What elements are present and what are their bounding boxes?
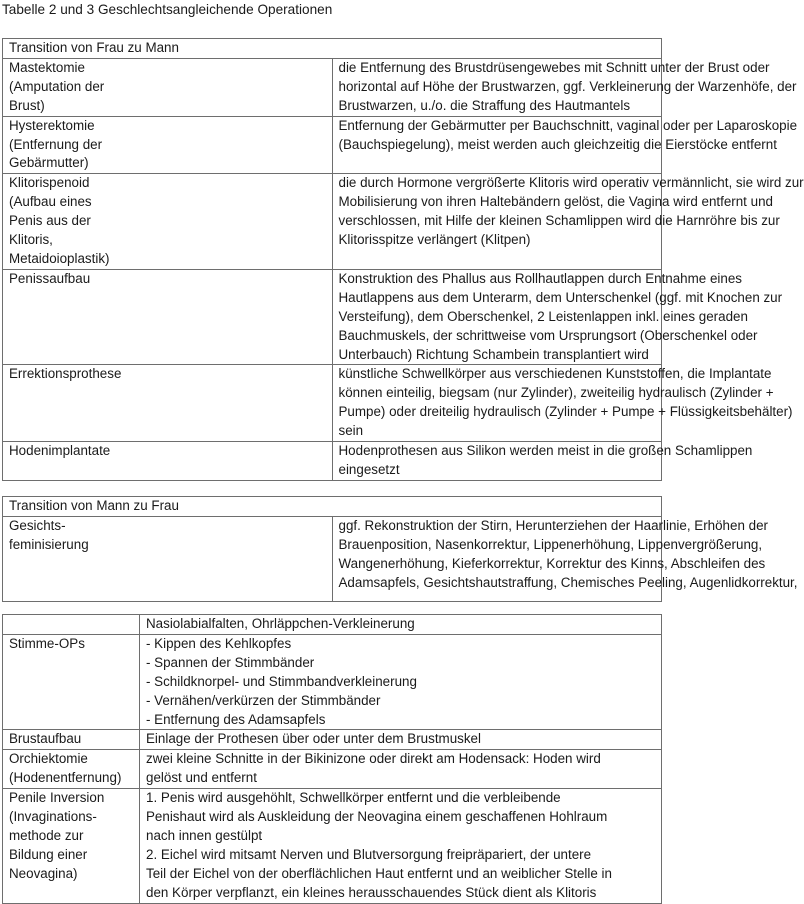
procedure-name-cell (3, 789, 140, 903)
procedure-name-line: Hysterektomie (9, 117, 95, 133)
table-row (3, 516, 662, 601)
section-header: Transition von Mann zu Frau (3, 497, 662, 517)
table-row (3, 634, 662, 730)
procedure-description-line: Entfernung der Gebärmutter per Bauchschnitt, vaginal oder per Laparoskopie (338, 117, 798, 133)
procedure-description-cell (332, 116, 798, 174)
procedure-name-line: Klitoris, (9, 232, 53, 248)
table-row (3, 174, 662, 270)
procedure-description-line: Nasiolabialfalten, Ohrläppchen-Verkleinerung (146, 616, 415, 631)
table-mann-zu-frau-continued (2, 614, 662, 904)
procedure-name-line: Metaidoioplastik) (9, 250, 110, 266)
table-row (3, 269, 662, 365)
procedure-name-cell (3, 615, 140, 635)
procedure-description-line: gelöst und entfernt (146, 770, 257, 786)
procedure-name-line: (Invaginations- (9, 809, 97, 825)
procedure-description-cell (332, 58, 797, 116)
table-row (3, 789, 662, 903)
table-row (3, 365, 662, 442)
procedure-description-cell (332, 442, 753, 481)
procedure-name-cell (3, 365, 333, 442)
table-caption: Tabelle 2 und 3 Geschlechtsangleichende Operationen (2, 2, 333, 17)
procedure-name-line: Gesichts- (9, 517, 66, 533)
procedure-description-line: - Schildknorpel- und Stimmbandverkleinerung (146, 673, 417, 689)
procedure-description-line: können einteilig, biegsam (nur Zylinder), zweiteilig hydraulisch (Zylinder + (338, 385, 774, 401)
procedure-description-line: Versteifung), dem Oberschenkel, 2 Leistenlappen inkl. eines geraden (338, 308, 748, 324)
procedure-description-cell (332, 516, 798, 601)
procedure-description-line: Klitorisspitze verlängert (Klitpen) (338, 232, 531, 248)
procedure-description-line: Mobilisierung von ihren Haltebändern gelöst, die Vagina wird entfernt und (338, 194, 773, 210)
procedure-name-line: (Aufbau eines (9, 194, 92, 210)
procedure-description-line: Pumpe) oder dreiteilig hydraulisch (Zylinder + Pumpe + Flüssigkeitsbehälter) (338, 404, 793, 420)
procedure-description-line: den Körper verpflanzt, ein kleines herausschauendes Stück dient als Klitoris (146, 884, 597, 900)
procedure-name-line: Penile Inversion (9, 790, 105, 806)
procedure-name-line: Penissaufbau (9, 270, 91, 286)
procedure-description-line: - Kippen des Kehlkopfes (146, 635, 292, 651)
procedure-name-line: Brustaufbau (9, 731, 82, 747)
procedure-name-line: Bildung einer (9, 846, 88, 862)
procedure-description-line: (Bauchspiegelung), meist werden auch gleichzeitig die Eierstöcke entfernt (338, 136, 777, 152)
procedure-name-line: (Entfernung der (9, 136, 103, 152)
procedure-name-cell (3, 730, 140, 750)
procedure-name-cell (3, 269, 333, 365)
procedure-name-line: (Amputation der (9, 78, 105, 94)
procedure-description-line: horizontal auf Höhe der Brustwarzen, ggf. Verkleinerung der Warzenhöfe, der (338, 78, 797, 94)
procedure-name-line: Neovagina) (9, 865, 78, 881)
procedure-name-cell (3, 516, 333, 601)
procedure-description-line: Teil der Eichel von der oberflächlichen Haut entfernt und an weiblicher Stelle in (146, 865, 612, 881)
procedure-name-cell (3, 58, 333, 116)
procedure-description-line: Brustwarzen, u./o. die Straffung des Hautmantels (338, 97, 631, 113)
procedure-description-line: Bauchmuskels, der schrittweise vom Ursprungsort (Oberschenkel oder (338, 327, 758, 343)
table-frau-zu-mann (2, 38, 804, 481)
table-row (3, 750, 662, 789)
procedure-name-line (9, 615, 133, 634)
procedure-description-line: verschlossen, mit Hilfe der kleinen Schamlippen wird die Harnröhre bis zur (338, 213, 780, 229)
procedure-description-line: Wangenerhöhung, Kieferkorrektur, Korrektur des Kinns, Abschleifen des (338, 555, 766, 571)
procedure-description-line: zwei kleine Schnitte in der Bikinizone oder direkt am Hodensack: Hoden wird (146, 751, 601, 767)
table-row (3, 442, 662, 481)
procedure-name-line: Hodenimplantate (9, 443, 111, 459)
procedure-name-line: Brust) (9, 97, 45, 113)
procedure-description-line: 1. Penis wird ausgehöhlt, Schwellkörper entfernt und die verbleibende (146, 790, 561, 806)
table-header-row (3, 39, 662, 59)
procedure-description-line: die Entfernung des Brustdrüsengewebes mit Schnitt unter der Brust oder (338, 59, 770, 75)
procedure-description-cell (140, 730, 662, 750)
procedure-name-cell (3, 634, 140, 730)
procedure-name-cell (3, 116, 333, 174)
table-row (3, 58, 662, 116)
procedure-description-cell (332, 269, 783, 365)
procedure-name-line: Stimme-OPs (9, 635, 85, 651)
procedure-description-line: 2. Eichel wird mitsamt Nerven und Blutversorgung freipräpariert, der untere (146, 846, 592, 862)
procedure-description-line: Adamsapfels, Gesichtshautstraffung, Chemisches Peeling, Augenlidkorrektur, (338, 574, 798, 590)
procedure-description-cell (140, 789, 662, 903)
procedure-description-line: Hautlappens aus dem Unterarm, dem Unterschenkel (ggf. mit Knochen zur (338, 289, 783, 305)
table-row (3, 615, 662, 635)
table-header-row (3, 497, 662, 517)
procedure-name-line: Orchiektomie (9, 751, 88, 767)
procedure-description-line: Penishaut wird als Auskleidung der Neovagina einem geschaffenen Hohlraum (146, 809, 608, 825)
procedure-description-cell (140, 634, 662, 730)
procedure-description-cell (140, 615, 662, 635)
procedure-description-cell (140, 750, 662, 789)
procedure-name-line: (Hodenentfernung) (9, 770, 122, 786)
procedure-description-line: - Vernähen/verkürzen der Stimmbänder (146, 692, 381, 708)
procedure-name-line: Mastektomie (9, 59, 85, 75)
procedure-name-line: methode zur (9, 827, 84, 843)
procedure-description-line: - Entfernung des Adamsapfels (146, 711, 326, 727)
procedure-name-line: Errektionsprothese (9, 366, 122, 382)
procedure-name-line: Gebärmutter) (9, 155, 89, 171)
procedure-description-line: die durch Hormone vergrößerte Klitoris wird operativ vermännlicht, sie wird zur (338, 175, 804, 191)
procedure-name-line: Klitorispenoid (9, 175, 90, 191)
procedure-name-cell (3, 750, 140, 789)
procedure-description-cell (332, 174, 804, 270)
procedure-description-line: Hodenprothesen aus Silikon werden meist in die großen Schamlippen (338, 443, 753, 459)
table-row (3, 730, 662, 750)
procedure-description-cell (332, 365, 793, 442)
procedure-description-line: nach innen gestülpt (146, 827, 263, 843)
procedure-description-line: sein (338, 423, 364, 439)
procedure-name-line: Penis aus der (9, 213, 91, 229)
procedure-description-line: Brauenposition, Nasenkorrektur, Lippenerhöhung, Lippenvergrößerung, (338, 536, 763, 552)
procedure-description-line: ggf. Rekonstruktion der Stirn, Herunterziehen der Haarlinie, Erhöhen der (338, 517, 768, 533)
procedure-description-line: Unterbauch) Richtung Schambein transplantiert wird (338, 346, 649, 362)
procedure-description-line: eingesetzt (338, 461, 400, 477)
procedure-description-line: künstliche Schwellkörper aus verschiedenen Kunststoffen, die Implantate (338, 366, 772, 382)
procedure-name-cell (3, 174, 333, 270)
table-mann-zu-frau (2, 496, 798, 602)
procedure-description-line: Konstruktion des Phallus aus Rollhautlappen durch Entnahme eines (338, 270, 742, 286)
table-row (3, 116, 662, 174)
procedure-description-line: - Spannen der Stimmbänder (146, 654, 315, 670)
procedure-description-line: Einlage der Prothesen über oder unter dem Brustmuskel (146, 731, 481, 747)
procedure-name-line: feminisierung (9, 536, 89, 552)
procedure-name-cell (3, 442, 333, 481)
section-header: Transition von Frau zu Mann (3, 39, 662, 59)
